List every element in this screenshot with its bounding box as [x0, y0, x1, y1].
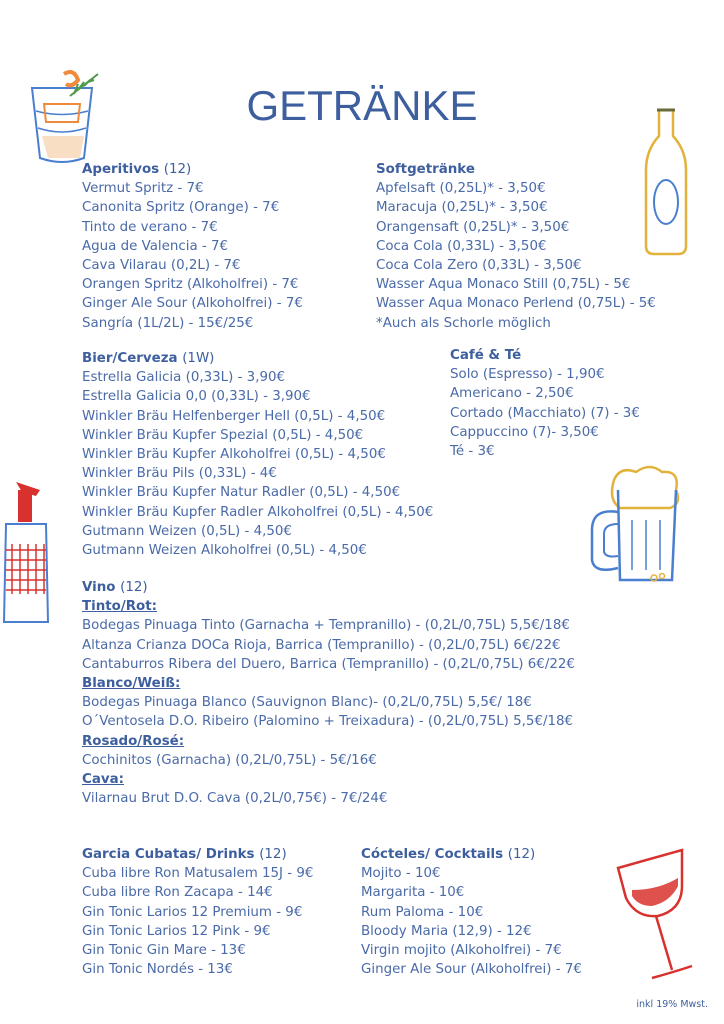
tax-footnote: inkl 19% Mwst. — [636, 999, 708, 1010]
menu-item: Winkler Bräu Pils (0,33L) - 4€ — [82, 466, 277, 482]
softgetraenke-heading: Softgetränke — [376, 162, 475, 177]
bier-heading — [82, 349, 433, 368]
menu-item: Gin Tonic Larios 12 Premium - 9€ — [82, 904, 303, 920]
menu-item: Estrella Galicia 0,0 (0,33L) - 3,90€ — [82, 389, 311, 405]
cafe-section — [450, 346, 640, 461]
menu-item: Orangen Spritz (Alkoholfrei) - 7€ — [82, 277, 299, 293]
menu-item: Sangría (1L/2L) - 15€/25€ — [82, 315, 254, 331]
menu-item: Coca Cola (0,33L) - 3,50€ — [376, 238, 547, 254]
menu-item: Cantaburros Ribera del Duero, Barrica (Tempranillo) - (0,2L/0,75L) 6€/22€ — [82, 656, 575, 672]
menu-item: Té - 3€ — [450, 444, 495, 460]
softgetraenke-section — [376, 160, 656, 333]
menu-item: Winkler Bräu Kupfer Radler Alkoholfrei (0,5L) - 4,50€ — [82, 504, 434, 520]
vino-section — [82, 578, 575, 808]
menu-item: Margarita - 10€ — [361, 885, 465, 901]
menu-item: Gutmann Weizen (0,5L) - 4,50€ — [82, 523, 292, 539]
wine-glass-icon — [612, 846, 702, 986]
cocteles-section — [361, 845, 582, 979]
wine-category-blanco: Blanco/Weiß: — [82, 676, 181, 692]
cubatas-section — [82, 845, 313, 979]
wine-category-rosado: Rosado/Rosé: — [82, 733, 185, 749]
menu-item: Estrella Galicia (0,33L) - 3,90€ — [82, 370, 286, 386]
menu-item: Mojito - 10€ — [361, 866, 441, 882]
menu-item: Solo (Espresso) - 1,90€ — [450, 367, 605, 383]
menu-item: Maracuja (0,25L)* - 3,50€ — [376, 200, 548, 216]
vino-title: Vino — [82, 580, 116, 595]
beer-bottle-icon — [642, 106, 692, 258]
aperitivos-heading — [82, 160, 303, 179]
menu-item: Bodegas Pinuaga Tinto (Garnacha + Tempranillo) - (0,2L/0,75L) 5,5€/18€ — [82, 618, 570, 634]
menu-item: Ginger Ale Sour (Alkoholfrei) - 7€ — [82, 296, 303, 312]
menu-item: Vilarnau Brut D.O. Cava (0,2L/0,75€) - 7€/24€ — [82, 791, 388, 807]
footnote-schorle: *Auch als Schorle möglich — [376, 315, 551, 331]
cubatas-heading — [82, 845, 313, 864]
cubatas-title: Garcia Cubatas/ Drinks — [82, 847, 255, 862]
menu-item: Vermut Spritz - 7€ — [82, 181, 204, 197]
cocktail-glass-icon — [22, 66, 112, 166]
menu-item: Winkler Bräu Kupfer Spezial (0,5L) - 4,50€ — [82, 427, 364, 443]
beer-mug-icon — [584, 460, 690, 586]
aperitivos-title: Aperitivos — [82, 162, 160, 177]
menu-item: Cochinitos (Garnacha) (0,2L/0,75L) - 5€/16€ — [82, 752, 377, 768]
menu-item: O´Ventosela D.O. Ribeiro (Palomino + Treixadura) - (0,2L/0,75L) 5,5€/18€ — [82, 714, 574, 730]
cocteles-heading — [361, 845, 582, 864]
menu-item: Gin Tonic Larios 12 Pink - 9€ — [82, 923, 271, 939]
menu-item: Canonita Spritz (Orange) - 7€ — [82, 200, 280, 216]
menu-item: Gutmann Weizen Alkoholfrei (0,5L) - 4,50€ — [82, 543, 367, 559]
menu-item: Virgin mojito (Alkoholfrei) - 7€ — [361, 943, 562, 959]
menu-item: Cuba libre Ron Matusalem 15J - 9€ — [82, 866, 314, 882]
cubatas-allergen: (12) — [259, 847, 287, 862]
menu-item: Coca Cola Zero (0,33L) - 3,50€ — [376, 258, 582, 274]
menu-item: Altanza Crianza DOCa Rioja, Barrica (Tempranillo) - (0,2L/0,75L) 6€/22€ — [82, 637, 561, 653]
menu-item: Cuba libre Ron Zacapa - 14€ — [82, 885, 273, 901]
vino-allergen: (12) — [120, 580, 148, 595]
menu-item: Cappuccino (7)- 3,50€ — [450, 424, 599, 440]
menu-item: Apfelsaft (0,25L)* - 3,50€ — [376, 181, 546, 197]
menu-item: Bodegas Pinuaga Blanco (Sauvignon Blanc)- (0,2L/0,75L) 5,5€/ 18€ — [82, 695, 532, 711]
menu-item: Winkler Bräu Kupfer Alkoholfrei (0,5L) - 4,50€ — [82, 447, 386, 463]
menu-item: Winkler Bräu Helfenberger Hell (0,5L) - 4,50€ — [82, 408, 386, 424]
menu-item: Rum Paloma - 10€ — [361, 904, 484, 920]
aperitivos-allergen: (12) — [163, 162, 192, 177]
bier-title: Bier/Cerveza — [82, 351, 178, 366]
menu-item: Orangensaft (0,25L)* - 3,50€ — [376, 219, 570, 235]
cocteles-title: Cócteles/ Cocktails — [361, 847, 504, 862]
menu-item: Winkler Bräu Kupfer Natur Radler (0,5L) - 4,50€ — [82, 485, 401, 501]
bier-allergen: (1W) — [182, 351, 215, 366]
menu-item: Agua de Valencia - 7€ — [82, 238, 229, 254]
menu-item: Cortado (Macchiato) (7) - 3€ — [450, 405, 640, 421]
menu-item: Gin Tonic Nordés - 13€ — [82, 962, 233, 978]
menu-item: Wasser Aqua Monaco Perlend (0,75L) - 5€ — [376, 296, 656, 312]
menu-item: Gin Tonic Gin Mare - 13€ — [82, 943, 246, 959]
menu-item: Cava Vilarau (0,2L) - 7€ — [82, 258, 241, 274]
wine-category-cava: Cava: — [82, 772, 124, 788]
menu-item: Ginger Ale Sour (Alkoholfrei) - 7€ — [361, 962, 582, 978]
cafe-heading: Café & Té — [450, 348, 522, 363]
cocteles-allergen: (12) — [507, 847, 536, 862]
aperitivos-section — [82, 160, 303, 333]
wine-category-tinto: Tinto/Rot: — [82, 599, 158, 615]
menu-item: Tinto de verano - 7€ — [82, 219, 218, 235]
menu-item: Wasser Aqua Monaco Still (0,75L) - 5€ — [376, 277, 631, 293]
bier-section — [82, 349, 433, 560]
soda-siphon-icon — [0, 478, 54, 628]
page-title: GETRÄNKE — [246, 82, 478, 129]
menu-item: Americano - 2,50€ — [450, 386, 574, 402]
vino-heading — [82, 578, 575, 597]
menu-item: Bloody Maria (12,9) - 12€ — [361, 923, 532, 939]
